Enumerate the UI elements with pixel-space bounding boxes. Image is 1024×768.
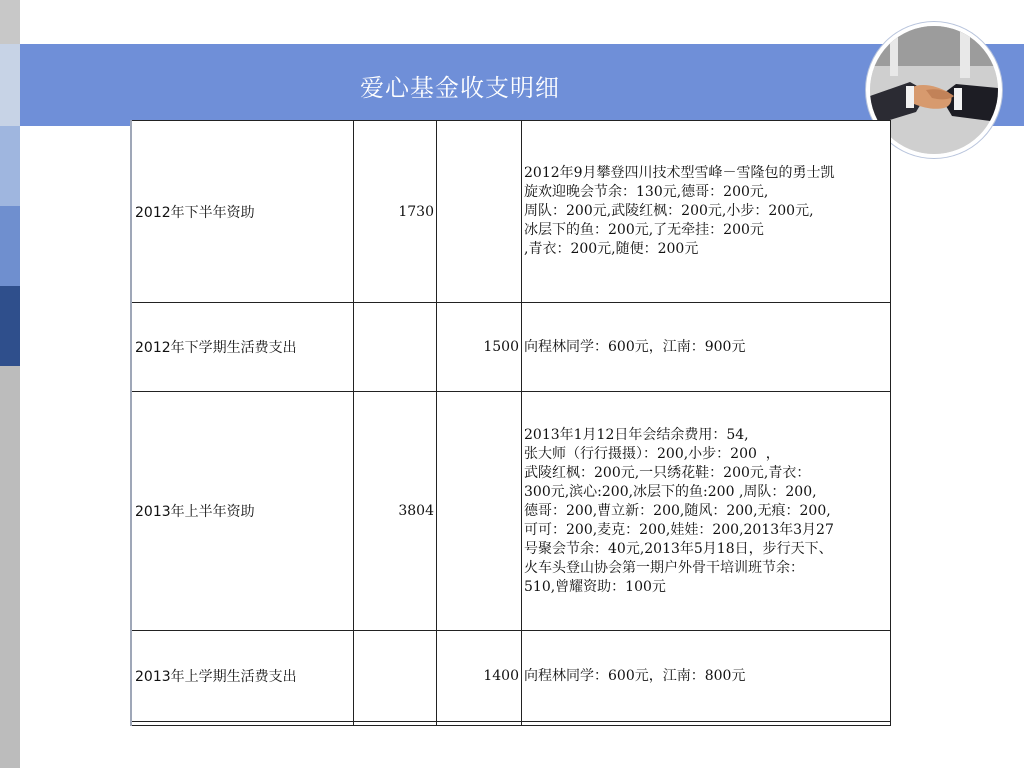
expense-cell: 1400: [437, 631, 522, 722]
table-row: [131, 631, 891, 722]
table-row-empty: [131, 722, 891, 726]
expense-cell: 1500: [437, 303, 522, 392]
item-cell: 2012年下半年资助: [131, 121, 354, 303]
table-row: [131, 303, 891, 392]
side-strip-mid-blue: [0, 206, 20, 286]
side-strip-light-blue: [0, 44, 20, 126]
item-cell: 2013年上学期生活费支出: [131, 631, 354, 722]
detail-text: 2012年9月攀登四川技术型雪峰－雪隆包的勇士凯 旋欢迎晚会节余：130元,德哥：200元, 周队：200元,武陵红枫：200元,小步：200元, 冰层下的鱼：200元,了无牵挂：200元 ,青衣：200元,随便：200元: [524, 165, 835, 257]
income-cell: [354, 631, 437, 722]
income-cell: 3804: [354, 392, 437, 631]
expense-cell: [437, 121, 522, 303]
income-cell: 1730: [354, 121, 437, 303]
detail-text: 2013年1月12日年会结余费用：54, 张大师（行行摄摄）：200,小步：200 ， 武陵红枫：200元,一只绣花鞋：200元,青衣： 300元,滨心:200,冰层下的鱼:200 ,周队：200, 德哥：200,曹立新：200,随风：200,无痕：200, 可可：200,麦克：200,娃娃：200,2013年3月27 号聚会节余：40元,2013年5月18日，步行天下、 火车头登山协会第一期户外骨干培训班节余： 510,曾耀资助：100元: [524, 426, 834, 595]
detail-cell: [522, 631, 891, 722]
empty-cell: [354, 722, 437, 726]
empty-cell: [437, 722, 522, 726]
side-strip-gray-bottom: [0, 366, 20, 768]
table-row: [131, 121, 891, 303]
table-row: [131, 392, 891, 631]
expense-cell: [437, 392, 522, 631]
detail-cell: [522, 121, 891, 303]
slide-title: 爱心基金收支明细: [360, 74, 560, 102]
empty-cell: [131, 722, 354, 726]
finance-table: [130, 120, 891, 726]
empty-cell: [522, 722, 891, 726]
side-strip-pale-blue: [0, 126, 20, 206]
detail-cell: [522, 303, 891, 392]
side-strip-gray-top: [0, 0, 20, 44]
detail-text: 向程林同学：600元，江南：800元: [524, 667, 746, 684]
item-cell: 2012年下学期生活费支出: [131, 303, 354, 392]
side-strip-dark-blue: [0, 286, 20, 366]
detail-text: 向程林同学：600元，江南：900元: [524, 338, 746, 355]
detail-cell: [522, 392, 891, 631]
item-cell: 2013年上半年资助: [131, 392, 354, 631]
income-cell: [354, 303, 437, 392]
